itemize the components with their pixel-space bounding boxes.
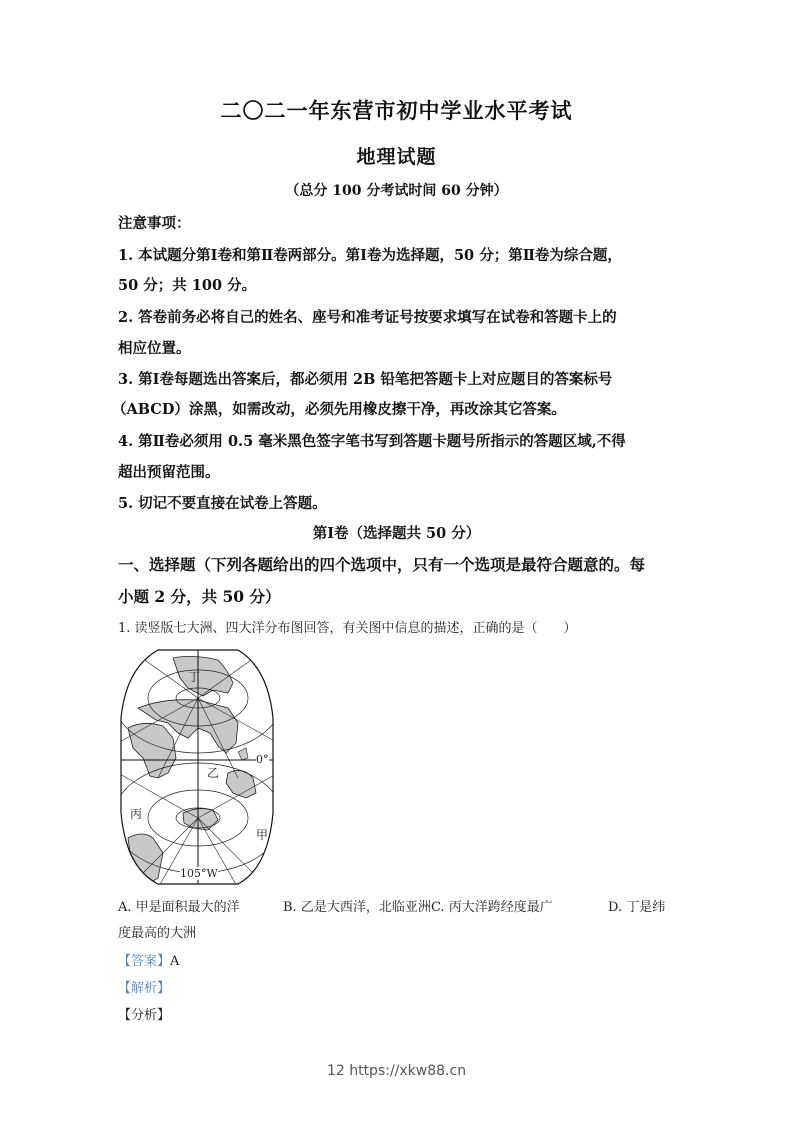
notice-line: 1. 本试题分第Ⅰ卷和第Ⅱ卷两部分。第Ⅰ卷为选择题，50 分；第Ⅱ卷为综合题，: [118, 247, 622, 264]
notice-line: （ABCD）涂黑，如需改动，必须先用橡皮擦干净，再改涂其它答案。: [112, 401, 566, 418]
notice-line: 5. 切记不要直接在试卷上答题。: [118, 495, 327, 512]
exam-score-info: （总分 100 分考试时间 60 分钟）: [285, 183, 508, 199]
notice-line: 2. 答卷前务必将自己的姓名、座号和准考证号按要求填写在试卷和答题卡上的: [118, 309, 617, 326]
option-d: D. 丁是纬: [608, 900, 666, 915]
section-instruction: 小题 2 分，共 50 分）: [118, 587, 281, 606]
answer-row: [118, 950, 179, 969]
exam-title: 二〇二一年东营市初中学业水平考试: [220, 98, 573, 123]
option-d-continued: 度最高的大洲: [118, 926, 197, 941]
section-title: 第Ⅰ卷（选择题共 50 分）: [312, 525, 481, 542]
question-stem: 1. 读竖版七大洲、四大洋分布图回答，有关图中信息的描述，正确的是（ ）: [118, 621, 577, 636]
answer-value: A: [170, 954, 180, 969]
map-label-ding: 丁: [188, 670, 201, 684]
notice-line: 4. 第Ⅱ卷必须用 0.5 毫米黑色签字笔书写到答题卡题号所指示的答题区域,不得: [118, 433, 626, 450]
world-map-figure: [118, 648, 278, 892]
notice-line: 50 分；共 100 分。: [118, 277, 257, 294]
section-instruction: 一、选择题（下列各题给出的四个选项中，只有一个选项是最符合题意的。每: [118, 555, 646, 574]
page-footer: 12 https://xkw88.cn: [326, 1063, 467, 1079]
option-a: A. 甲是面积最大的洋: [118, 900, 240, 915]
map-label-yi: 乙: [207, 766, 220, 780]
map-label-longitude: 105°W: [180, 867, 218, 880]
notice-line: 3. 第Ⅰ卷每题选出答案后，都必须用 2B 铅笔把答题卡上对应题目的答案标号: [118, 371, 613, 388]
option-b: B. 乙是大西洋，北临亚洲: [283, 900, 431, 915]
exam-subject: 地理试题: [356, 146, 437, 168]
notice-heading: 注意事项：: [118, 215, 191, 232]
map-label-equator: 0°: [256, 753, 269, 766]
answer-label: 【答案】: [118, 954, 171, 969]
fenxi-label: 【分析】: [118, 1008, 171, 1023]
map-label-jia: 甲: [256, 828, 269, 842]
notice-line: 相应位置。: [118, 340, 191, 357]
notice-line: 超出预留范围。: [118, 464, 220, 481]
map-label-bing: 丙: [130, 807, 143, 821]
option-c: C. 丙大洋跨经度最广: [431, 900, 553, 915]
analysis-label: 【解析】: [118, 981, 171, 996]
